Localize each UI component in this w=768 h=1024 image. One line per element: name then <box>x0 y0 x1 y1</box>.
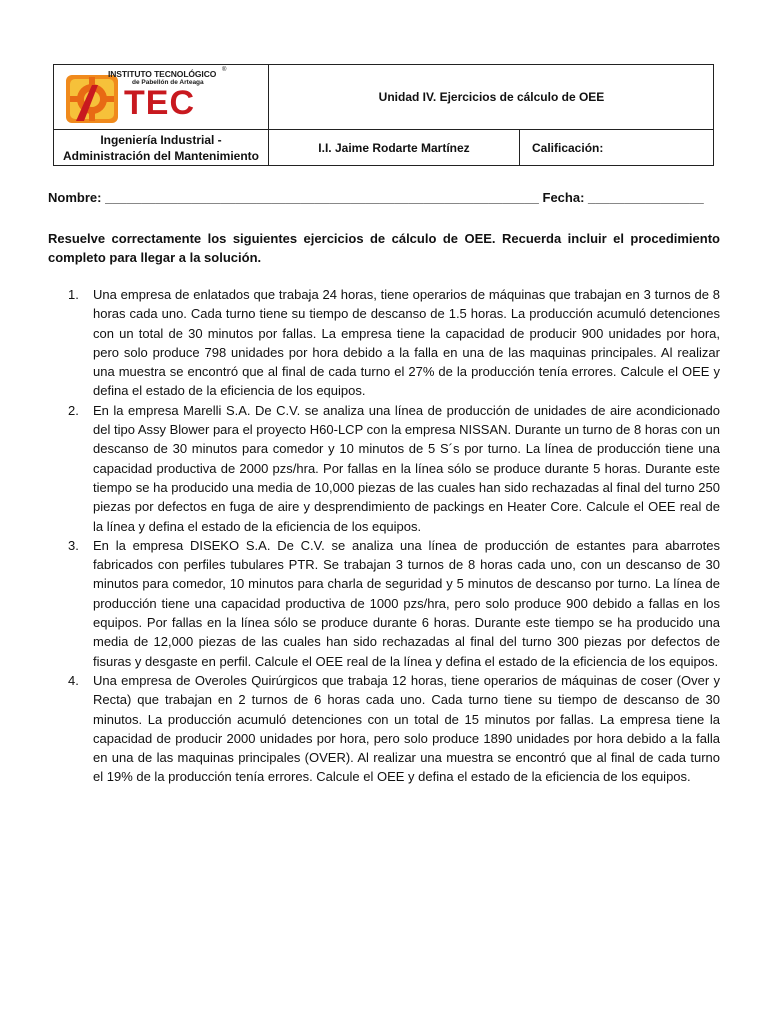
exercise-number: 1. <box>68 287 79 302</box>
unit-title: Unidad IV. Ejercicios de cálculo de OEE <box>378 90 605 104</box>
exercise-item <box>48 285 720 401</box>
department <box>54 130 268 166</box>
exercise-text: Una empresa de Overoles Quirúrgicos que trabaja 12 horas, tiene operarios de máquinas de coser (Over y Recta) que trabajan en 2 turnos de 6 horas cada uno. Cada turno tiene su tiempo de descanso de 30 minutos. La producción acumuló detenciones con un total de 15 minutos por fallas. La empresa tiene la capacidad de producir 2000 unidades por hora, pero solo produce 1890 unidades por hora debido a la falla en una de las maquinas principales (OVER). Al realizar una muestra se encontró que al final de cada turno el 19% de la producción tenía errores. Calcule el OEE y defina el estado de la eficiencia de los equipos. <box>93 672 720 785</box>
date-label: Fecha: <box>542 190 585 205</box>
date-field[interactable]: ________________ <box>588 190 704 205</box>
exercise-item <box>48 401 720 536</box>
exercise-text: Una empresa de enlatados que trabaja 24 horas, tiene operarios de máquinas que trabajan en 3 turnos de 8 horas cada uno. Cada turno tiene su tiempo de descanso de 1.5 horas. La producción acumuló detenciones con un total de 30 minutos por fallas. La empresa tiene la capacidad de producir 900 unidades por hora, pero solo produce 798 unidades por hora debido a la falla en una de las maquinas principales. Al realizar una muestra se encontró que al final de cada turno el 27% de la producción tenía errores. Calcule el OEE y defina el estado de la eficiencia de los equipos. <box>93 287 720 399</box>
name-label: Nombre: <box>48 190 102 205</box>
table-divider <box>519 129 520 166</box>
exercise-list <box>48 285 720 787</box>
department-line: Administración del Mantenimiento <box>62 149 260 163</box>
instructions: Resuelve correctamente los siguientes ejercicios de cálculo de OEE. Recuerda incluir el procedimiento completo para llegar a la solución. <box>48 231 720 265</box>
grade-label: Calificación: <box>532 141 604 155</box>
gear-emblem-icon <box>62 71 122 127</box>
exercise-number: 2. <box>68 402 79 418</box>
registered-mark: ® <box>222 67 227 73</box>
header-table <box>53 64 714 166</box>
exercise-number: 3. <box>68 537 79 553</box>
exercise-text: En la empresa Marelli S.A. De C.V. se analiza una línea de producción de unidades de aire acondicionado del tipo Assy Blower para el proyecto H60-LCP con la empresa NISSAN. Durante un turno de 8 horas con un descanso de 30 minutos para comedor y 10 minutos de 5 S´s por turno. La línea de producción tiene una capacidad productiva de 2000 pzs/hra. Por fallas en la línea sólo se produce durante 5 horas. Durante este tiempo se ha producido una media de 10,000 piezas de las cuales han sido rechazadas al final del turno 250 piezas por defectos en fuga de aire y desprendimiento de packings en Heater Core. Calcule el OEE real de la línea y defina el estado de la eficiencia de los equipos. <box>93 402 720 534</box>
institute-logo <box>62 67 227 125</box>
exercise-text: En la empresa DISEKO S.A. De C.V. se analiza una línea de producción de estantes para abarrotes fabricados con perfiles tubulares PTR. Se trabajan 3 turnos de 8 horas cada uno, con un descanso de 30 minutos para comedor, 10 minutos para charla de seguridad y 5 minutos de descanso por turno. La línea de producción tiene una capacidad productiva de 1000 pzs/hra, pero solo produce 900 debido a fallas en los equipos. Por fallas en la línea sólo se produce durante 6 horas. Durante este tiempo se ha producido una media de 12,000 piezas de las cuales han sido rechazadas al final del turno 300 piezas por defectos de fisuras y desgaste en perfil. Calcule el OEE real de la línea y defina el estado de la eficiencia de los equipos. <box>93 537 720 669</box>
name-date-row <box>48 190 728 205</box>
exercise-item <box>48 671 720 787</box>
name-field[interactable]: ____________________________________________________________ <box>105 190 539 205</box>
department-line: Ingeniería Industrial - <box>100 133 222 147</box>
exercise-item <box>48 536 720 671</box>
institute-campus: de Pabellón de Arteaga <box>132 79 204 86</box>
teacher-name: I.I. Jaime Rodarte Martínez <box>318 141 470 155</box>
exercise-number: 4. <box>68 672 79 688</box>
institute-name: INSTITUTO TECNOLÓGICO <box>108 69 217 79</box>
logo-wordmark: TEC <box>124 84 195 122</box>
